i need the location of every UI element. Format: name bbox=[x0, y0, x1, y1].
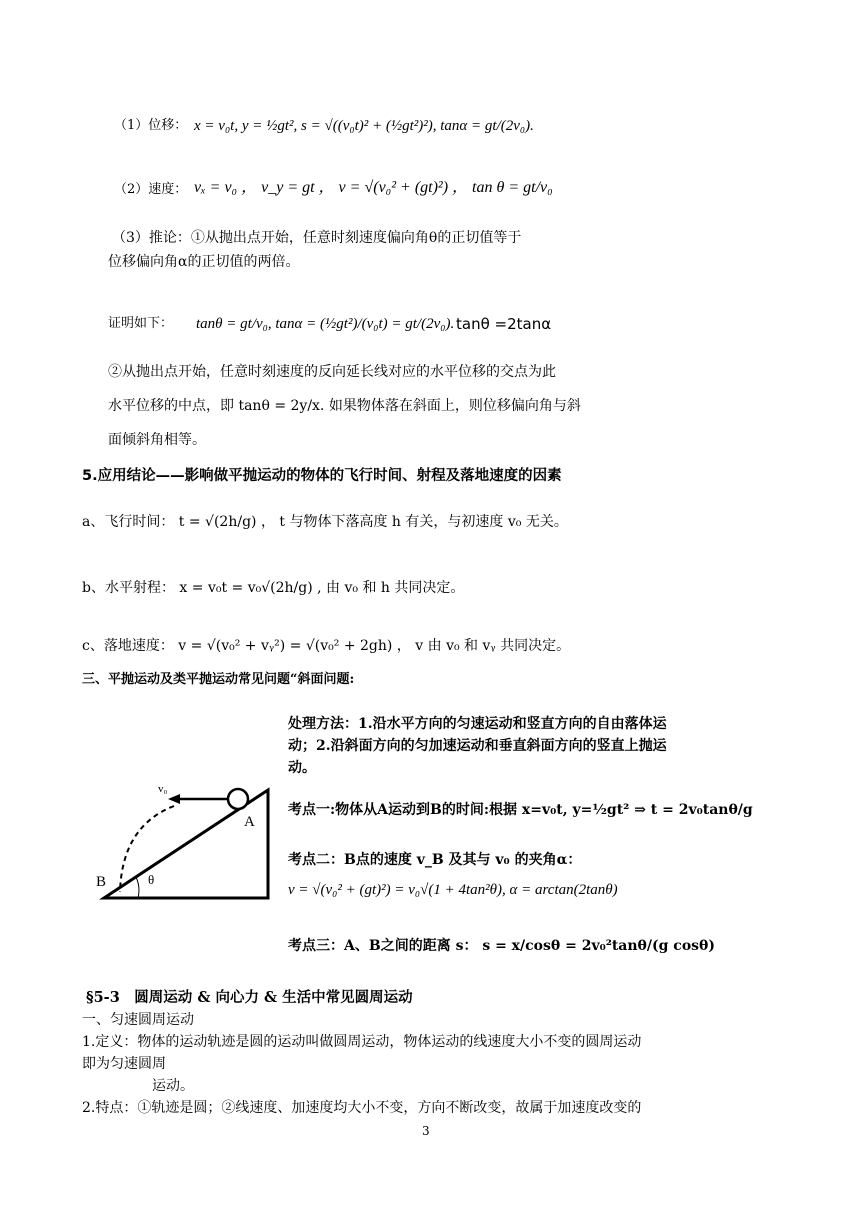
ball bbox=[228, 789, 248, 809]
p2-formula: vₓ = v₀ ， v_y = gt ， v = √(v₀² + (gt)²) ， tan θ = gt/v₀ bbox=[194, 179, 553, 196]
method-line2: 动；2.沿斜面方向的匀加速运动和垂直斜面方向的竖直上抛运 bbox=[288, 738, 667, 754]
arrow-head bbox=[168, 794, 180, 804]
kaodian-3: 考点三：A、B之间的距离 s： s = x/cosθ = 2v₀²tanθ/(g cosθ) bbox=[288, 938, 716, 954]
method-line3: 动。 bbox=[288, 760, 316, 776]
definition-line2: 即为匀速圆周 bbox=[82, 1056, 166, 1072]
p2-label: （2）速度： bbox=[114, 182, 188, 197]
point-b-label: B bbox=[96, 874, 107, 890]
p1-formula: x = v₀t, y = ½gt², s = √((v₀t)² + (½gt²)²), tanα = gt/(2v₀). bbox=[194, 118, 534, 134]
p3-line1: （3）推论：①从抛出点开始，任意时刻速度偏向角θ的正切值等于 bbox=[112, 230, 522, 246]
section53-subtitle: 一、匀速圆周运动 bbox=[82, 1012, 194, 1028]
section5-a: a、飞行时间： t = √(2h/g) ， t 与物体下落高度 h 有关，与初速度 v₀ 无关。 bbox=[82, 514, 568, 530]
section5-b: b、水平射程： x = v₀t = v₀√(2h/g) , 由 v₀ 和 h 共同决定。 bbox=[82, 580, 465, 596]
kaodian-1: 考点一:物体从A运动到B的时间:根据 x=v₀t, y=½gt² ⇒ t = 2v₀tanθ/g bbox=[288, 802, 753, 818]
kaodian-2: 考点二：B点的速度 v_B 及其与 v₀ 的夹角α： bbox=[288, 852, 582, 868]
section53-title: §5-3 圆周运动 & 向心力 & 生活中常见圆周运动 bbox=[86, 989, 413, 1006]
p4-line1: ②从抛出点开始，任意时刻速度的反向延长线对应的水平位移的交点为此 bbox=[108, 364, 556, 380]
p4-line3: 面倾斜角相等。 bbox=[108, 432, 206, 448]
section3-title: 三、平抛运动及类平抛运动常见问题“斜面问题: bbox=[82, 672, 355, 687]
page-number: 3 bbox=[422, 1124, 430, 1138]
trajectory bbox=[120, 806, 174, 892]
proof-result: tanθ =2tanα bbox=[456, 315, 552, 333]
theta-label: θ bbox=[148, 872, 155, 887]
feature-line: 2.特点：①轨迹是圆；②线速度、加速度均大小不变，方向不断改变，故属于加速度改变的 bbox=[82, 1100, 642, 1116]
method-line1: 处理方法：1.沿水平方向的匀速运动和竖直方向的自由落体运 bbox=[288, 716, 667, 732]
p3-line2: 位移偏向角α的正切值的两倍。 bbox=[108, 254, 300, 270]
point-a-label: A bbox=[244, 814, 255, 830]
incline-figure bbox=[96, 776, 276, 904]
definition-line3: 运动。 bbox=[152, 1078, 194, 1094]
section5-c: c、落地速度： v = √(v₀² + vᵧ²) = √(v₀² + 2gh) ， v 由 v₀ 和 vᵧ 共同决定。 bbox=[82, 638, 571, 654]
definition-line1: 1.定义：物体的运动轨迹是圆的运动叫做圆周运动，物体运动的线速度大小不变的圆周运动 bbox=[82, 1034, 642, 1050]
angle-arc bbox=[136, 877, 139, 898]
p4-line2: 水平位移的中点，即 tanθ = 2y/x. 如果物体落在斜面上，则位移偏向角与斜 bbox=[108, 398, 581, 414]
p1-label: （1）位移： bbox=[114, 118, 188, 133]
section5-title: 5.应用结论——影响做平抛运动的物体的飞行时间、射程及落地速度的因素 bbox=[82, 468, 562, 484]
proof-formula: tanθ = gt/v₀, tanα = (½gt²)/(v₀t) = gt/(2v₀). bbox=[196, 316, 455, 332]
kaodian-2-formula: v = √(v₀² + (gt)²) = v₀√(1 + 4tan²θ), α = arctan(2tanθ) bbox=[288, 882, 618, 898]
proof-label: 证明如下： bbox=[108, 316, 174, 331]
v0-label: v₀ bbox=[158, 783, 168, 795]
